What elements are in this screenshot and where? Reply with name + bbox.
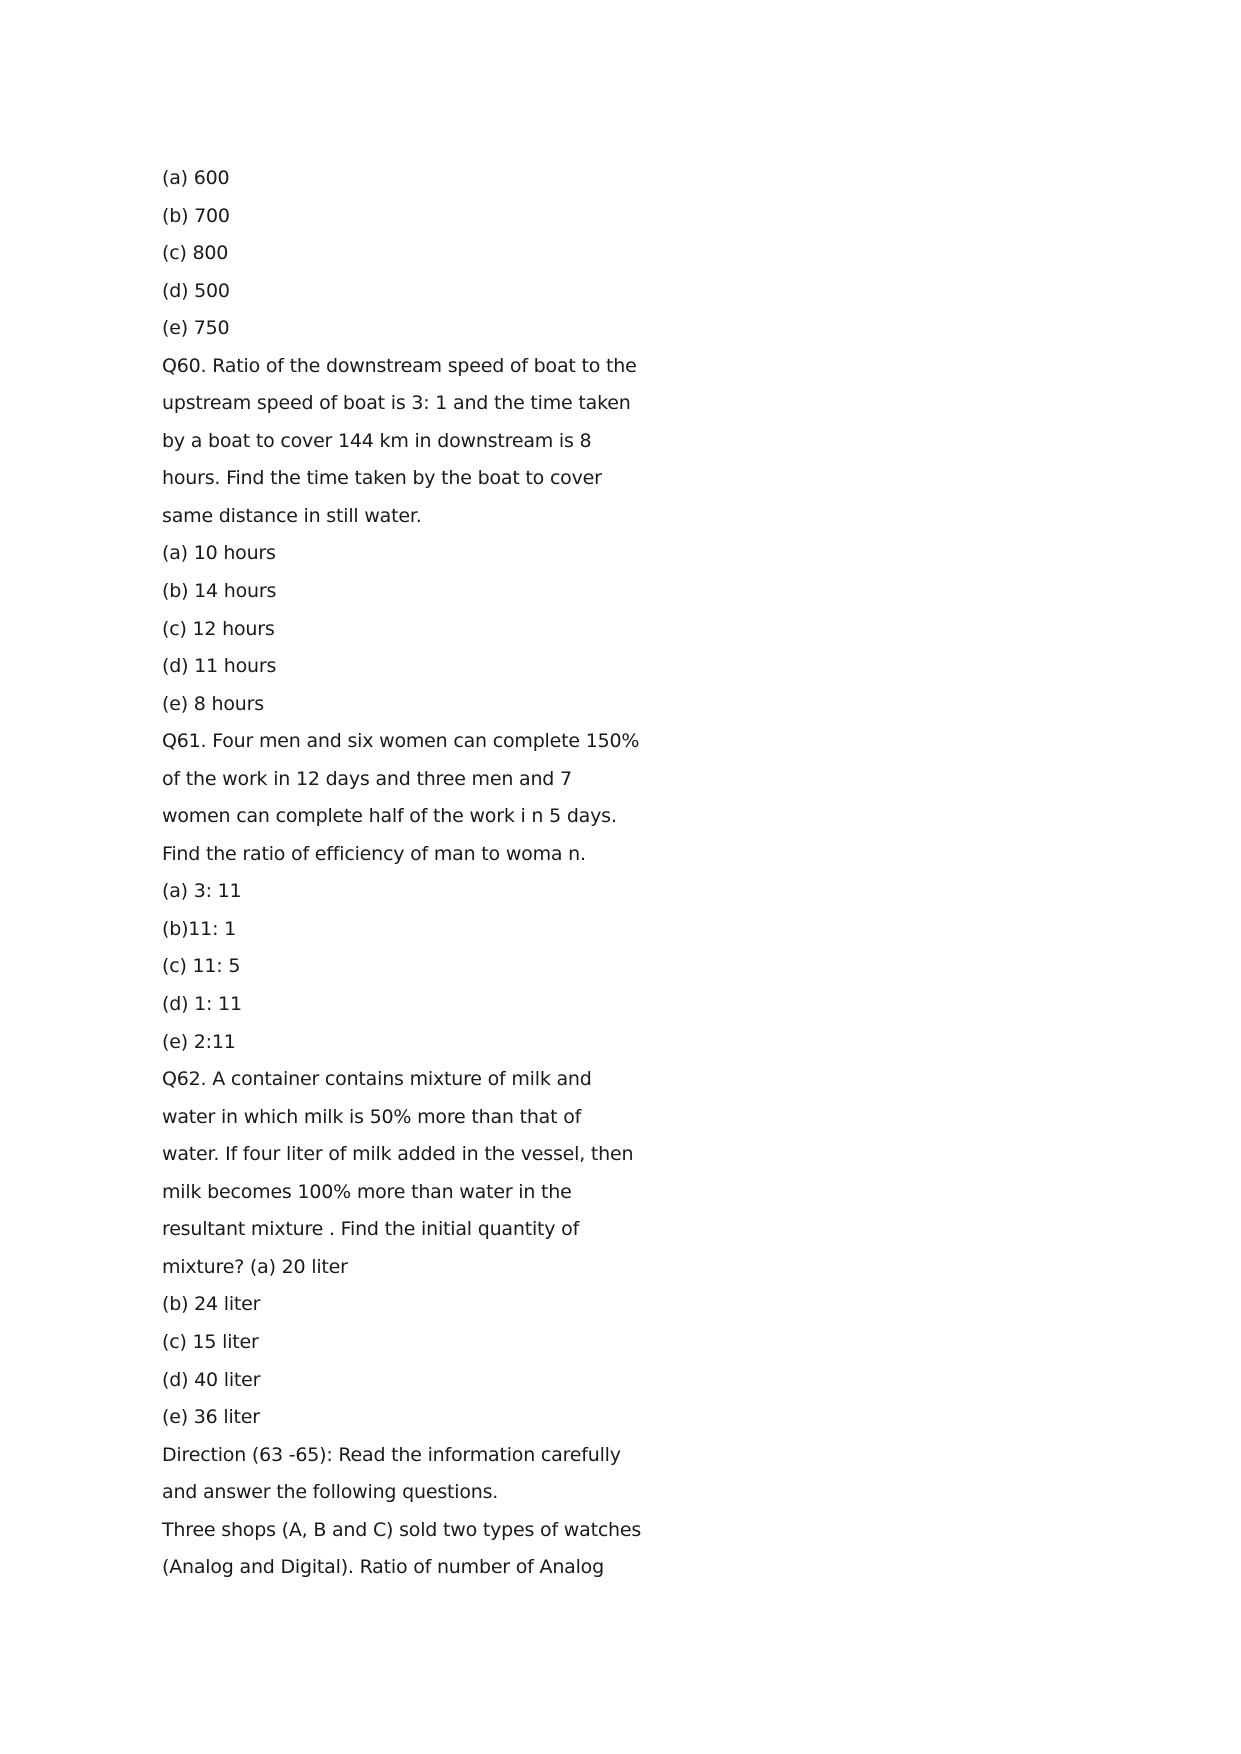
option-q60-b: (b) 14 hours	[162, 580, 277, 603]
question-q62-line-5: resultant mixture . Find the initial quantity of	[162, 1218, 580, 1241]
option-q59-a: (a) 600	[162, 167, 230, 189]
question-q62-line-2: water in which milk is 50% more than that of	[162, 1105, 582, 1128]
option-q61-a: (a) 3: 11	[162, 880, 242, 903]
option-q59-d: (d) 500	[162, 279, 230, 302]
question-q61-line-1: Q61. Four men and six women can complete 150%	[162, 730, 640, 753]
question-q60-line-3: by a boat to cover 144 km in downstream is 8	[162, 429, 592, 452]
question-q60-line-1: Q60. Ratio of the downstream speed of boat to the	[162, 354, 637, 377]
option-q61-e: (e) 2:11	[162, 1030, 236, 1053]
option-q62-e: (e) 36 liter	[162, 1406, 260, 1429]
direction-heading-line-1: Direction (63 -65): Read the information carefully	[162, 1443, 621, 1466]
question-q61-line-2: of the work in 12 days and three men and 7	[162, 767, 572, 790]
option-q60-c: (c) 12 hours	[162, 617, 275, 640]
option-q59-c: (c) 800	[162, 242, 229, 265]
option-q62-c: (c) 15 liter	[162, 1330, 259, 1353]
option-q61-c: (c) 11: 5	[162, 955, 241, 978]
direction-info-line-1: Three shops (A, B and C) sold two types of watches	[162, 1518, 642, 1541]
question-q62-line-3: water. If four liter of milk added in the vessel, then	[162, 1143, 634, 1166]
question-q62-line-6: mixture? (a) 20 liter	[162, 1255, 348, 1278]
question-q60-line-4: hours. Find the time taken by the boat to cover	[162, 467, 602, 490]
question-q62-line-1: Q62. A container contains mixture of milk and	[162, 1068, 592, 1091]
question-q60-line-5: same distance in still water.	[162, 504, 422, 527]
question-q62-line-4: milk becomes 100% more than water in the	[162, 1180, 572, 1203]
option-q60-e: (e) 8 hours	[162, 692, 264, 715]
question-q60-line-2: upstream speed of boat is 3: 1 and the time taken	[162, 392, 631, 415]
direction-heading-line-2: and answer the following questions.	[162, 1481, 499, 1504]
option-q59-b: (b) 700	[162, 204, 230, 227]
option-q59-e: (e) 750	[162, 317, 230, 340]
option-q61-b: (b)11: 1	[162, 917, 236, 940]
option-q62-d: (d) 40 liter	[162, 1368, 261, 1391]
page-content	[162, 160, 682, 1587]
direction-info-line-2: (Analog and Digital). Ratio of number of Analog	[162, 1556, 604, 1579]
option-q61-d: (d) 1: 11	[162, 993, 242, 1016]
option-q60-a: (a) 10 hours	[162, 542, 276, 565]
question-q61-line-3: women can complete half of the work i n 5 days.	[162, 805, 617, 828]
option-q62-b: (b) 24 liter	[162, 1293, 261, 1316]
question-q61-line-4: Find the ratio of efficiency of man to woma n.	[162, 842, 586, 865]
option-q60-d: (d) 11 hours	[162, 655, 277, 678]
